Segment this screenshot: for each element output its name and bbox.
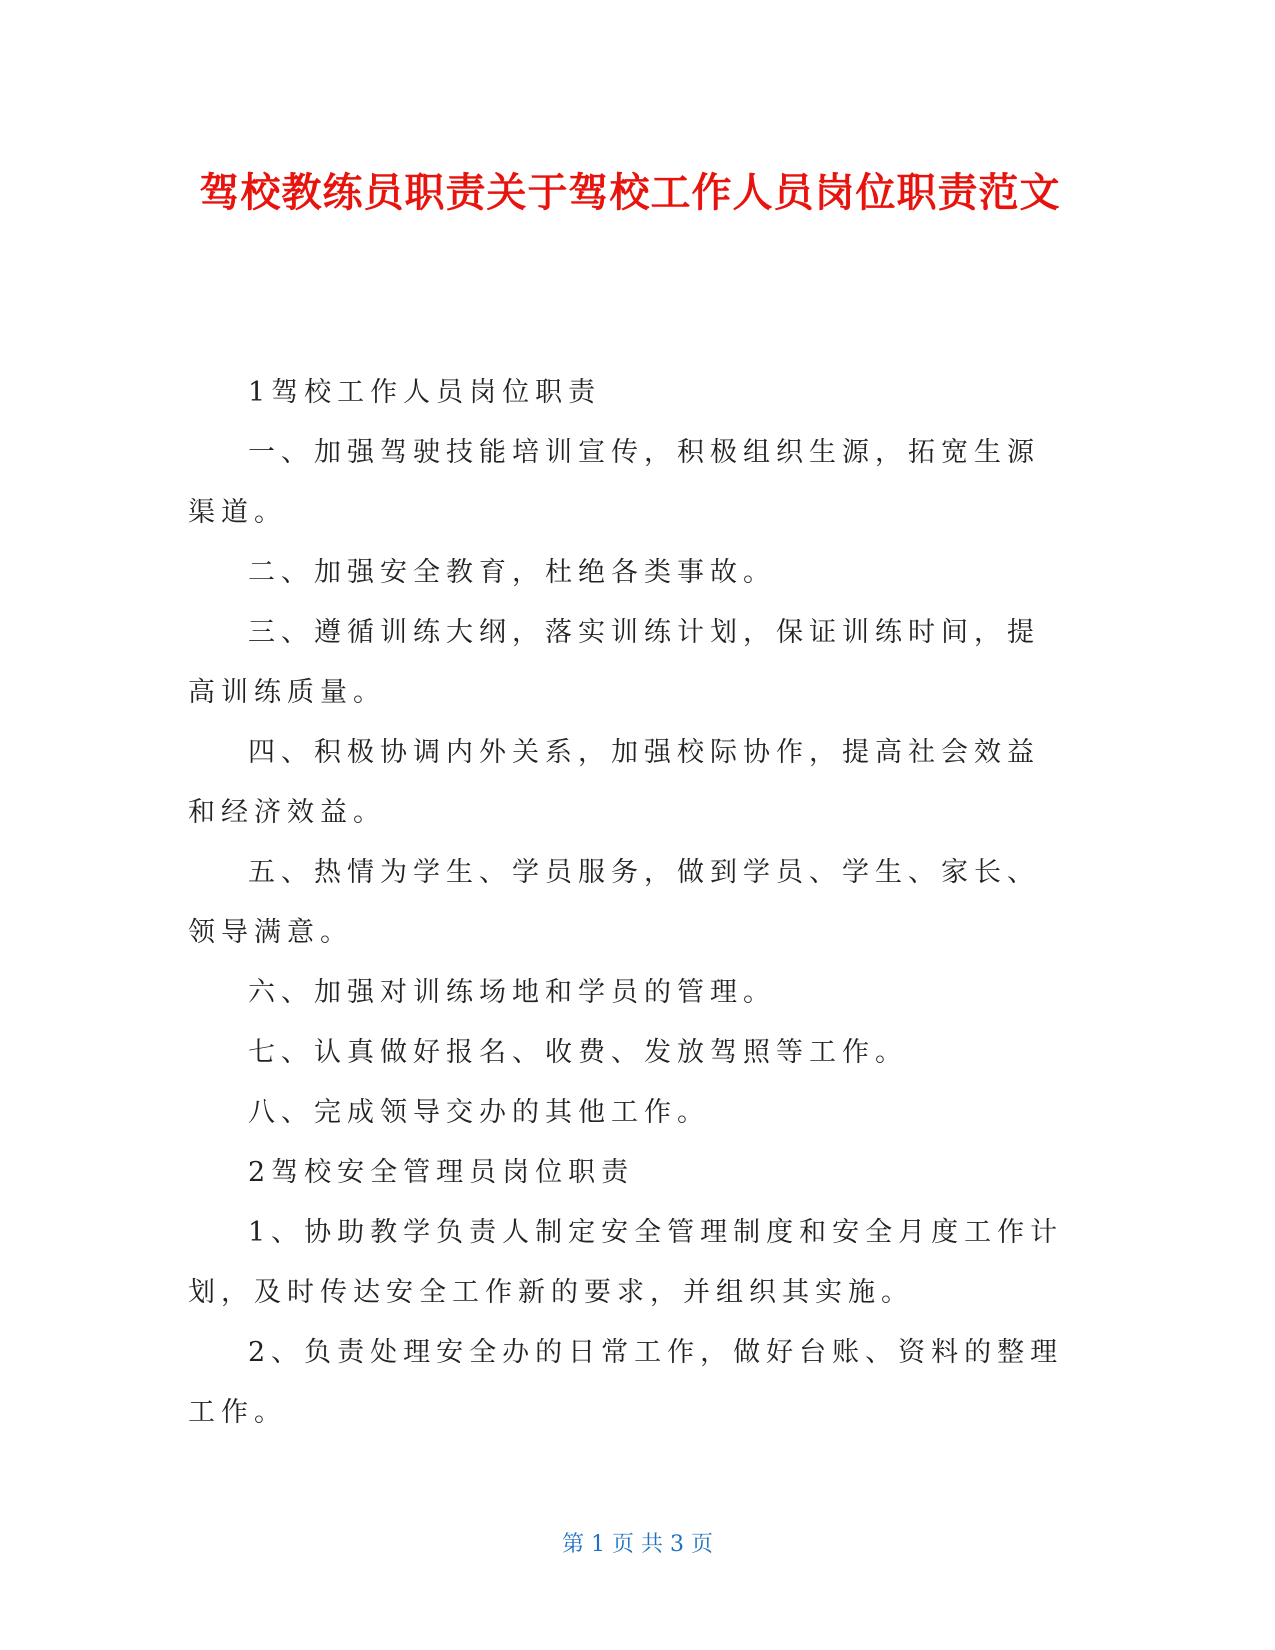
duty-item-8: 八、完成领导交办的其他工作。	[248, 1097, 710, 1128]
safety-duty-item-1: 1、协助教学负责人制定安全管理制度和安全月度工作计划，及时传达安全工作新的要求，并组织其实施。	[188, 1217, 1064, 1308]
page-footer	[0, 1530, 1275, 1560]
safety-duty-item-2: 2、负责处理安全办的日常工作，做好台账、资料的整理工作。	[188, 1337, 1064, 1428]
duty-item-6: 六、加强对训练场地和学员的管理。	[248, 977, 776, 1008]
duty-item-4: 四、积极协调内外关系，加强校际协作，提高社会效益和经济效益。	[188, 737, 1040, 828]
section-heading-2: 2驾校安全管理员岗位职责	[248, 1157, 635, 1188]
duty-item-2: 二、加强安全教育，杜绝各类事故。	[248, 557, 776, 588]
duty-item-5: 五、热情为学生、学员服务，做到学员、学生、家长、领导满意。	[188, 857, 1040, 948]
section-heading-1: 1驾校工作人员岗位职责	[248, 377, 602, 408]
document-body	[188, 363, 1068, 1443]
duty-item-1: 一、加强驾驶技能培训宣传，积极组织生源，拓宽生源渠道。	[188, 437, 1040, 528]
duty-item-3: 三、遵循训练大纲，落实训练计划，保证训练时间，提高训练质量。	[188, 617, 1040, 708]
duty-item-7: 七、认真做好报名、收费、发放驾照等工作。	[248, 1037, 908, 1068]
page-number-label: 第 1 页 共 3 页	[562, 1532, 713, 1557]
document-title: 驾校教练员职责关于驾校工作人员岗位职责范文	[199, 170, 1061, 216]
